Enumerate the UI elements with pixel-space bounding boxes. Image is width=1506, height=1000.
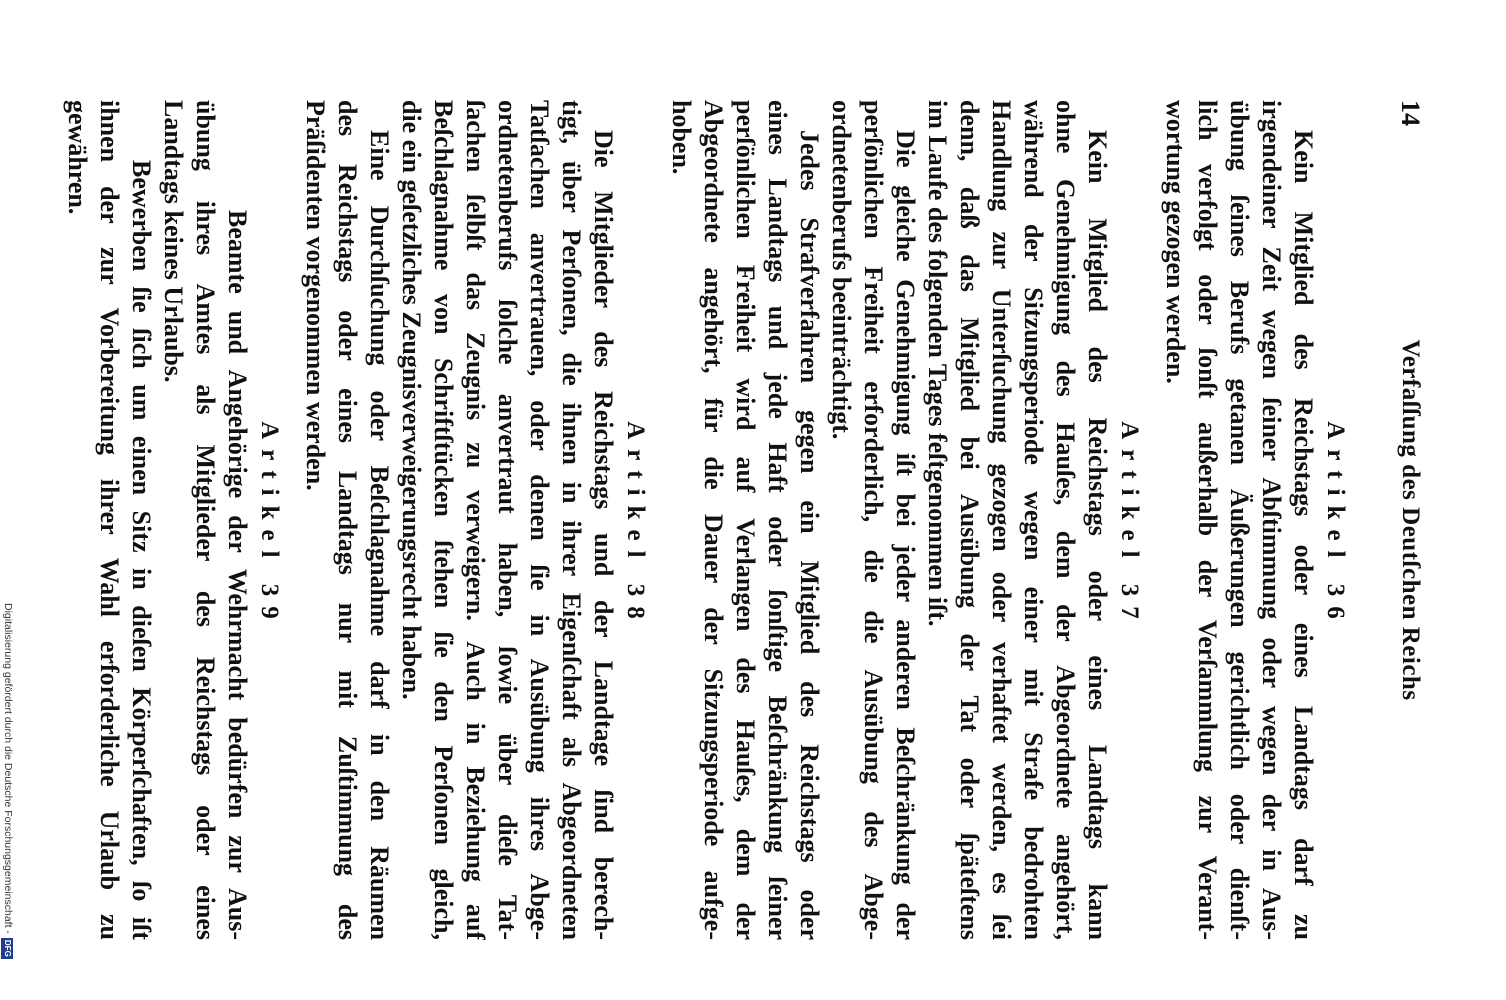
text-line: Abgeordnete angehört, für die Dauer der Sitzungsperiode aufge- (699, 100, 728, 940)
text-line: eines Landtags und jede Haft oder ſonſtige Beſchränkung ſeiner (763, 100, 792, 940)
article-37 (665, 100, 1145, 940)
text-line: perſönlichen Freiheit erforderlich, die die Ausübung des Abge- (859, 100, 888, 940)
text-line: tigt, über Perſonen, die ihnen in ihrer Eigenſchaft als Abgeordneten (557, 100, 586, 940)
paragraph (825, 100, 921, 940)
text-line: wortung gezogen werden. (1161, 100, 1190, 384)
text-line: Beamte und Angehörige der Wehrmacht bedürfen zur Aus- (223, 210, 252, 940)
text-line: ordnetenberufs ſolche anvertraut haben, ſowie über dieſe Tat- (493, 100, 522, 940)
paragraph (157, 100, 253, 940)
text-line: Handlung zur Unterſuchung gezogen oder verhaftet werden, es ſei (987, 100, 1016, 940)
text-line: Die gleiche Genehmigung iſt bei jeder anderen Beſchränkung der (891, 130, 920, 940)
paragraph (299, 100, 395, 940)
digitization-credit-text: Digitalisierung gefördert durch die Deutsche Forschungsgemeinschaft - (2, 603, 14, 934)
paragraph (61, 100, 157, 940)
article-heading: Artikel 36 (1322, 421, 1349, 629)
page-number: 14 (1396, 100, 1425, 126)
text-line: während der Sitzungsperiode wegen einer mit Strafe bedrohten (1019, 100, 1048, 940)
text-line: denn, daß das Mitglied bei Ausübung der Tat oder ſpäteſtens (955, 100, 984, 940)
text-line: irgendeiner Zeit wegen ſeiner Abſtimmung oder wegen der in Aus- (1257, 100, 1286, 940)
text-line: lich verfolgt oder ſonſt außerhalb der Verſammlung zur Verant- (1193, 100, 1222, 940)
text-line: hoben. (667, 100, 696, 175)
text-line: Tatſachen anvertrauen, oder denen ſie in Ausübung ihres Abge- (525, 100, 554, 940)
text-line: ſachen ſelbſt das Zeugnis zu verweigern. Auch in Beziehung auf (461, 100, 490, 940)
text-line: Beſchlagnahme von Schriftſtücken ſtehen ſie den Perſonen gleich, (429, 100, 458, 940)
running-head-title: Verfaſſung des Deutſchen Reichs (1397, 339, 1424, 701)
article-heading: Artikel 38 (622, 421, 649, 629)
text-line: Präſidenten vorgenommen werden. (301, 100, 330, 491)
text-line: perſönlichen Freiheit wird auf Verlangen des Hauſes, dem der (731, 100, 760, 940)
text-line: ihnen der zur Vorbereitung ihrer Wahl erforderliche Urlaub zu (95, 100, 124, 940)
article-heading: Artikel 39 (256, 421, 283, 629)
paragraph (395, 100, 619, 940)
page-content (61, 100, 1426, 940)
article-38 (299, 100, 651, 940)
text-line: des Reichstags oder eines Landtags nur mit Zuſtimmung des (333, 100, 362, 940)
text-line: Kein Mitglied des Reichstags oder eines Landtags kann (1083, 130, 1112, 940)
paragraph (921, 100, 1113, 940)
digitization-credit (1, 603, 14, 959)
text-line: gewähren. (63, 100, 92, 215)
text-line: Bewerben ſie ſich um einen Sitz in dieſen Körperſchaften, ſo iſt (127, 160, 156, 940)
text-line: übung ſeines Berufs getanen Äußerungen gerichtlich oder dienſt- (1225, 100, 1254, 940)
text-line: ohne Genehmigung des Hauſes, dem der Abgeordnete angehört, (1051, 100, 1080, 940)
text-line: Eine Durchſuchung oder Beſchlagnahme darf in den Räumen (365, 130, 394, 940)
text-line: im Laufe des folgenden Tages feſtgenommen iſt. (923, 100, 952, 627)
text-line: übung ihres Amtes als Mitglieder des Reichstags oder eines (191, 100, 220, 940)
text-line: ordnetenberufs beeinträchtigt. (827, 100, 856, 440)
article-36 (1159, 100, 1351, 940)
paragraph (1159, 100, 1319, 940)
article-39 (61, 100, 285, 940)
paragraph (665, 100, 825, 940)
text-line: Landtags keines Urlaubs. (159, 100, 188, 383)
article-heading: Artikel 37 (1116, 421, 1143, 629)
text-line: die ein geſetzliches Zeugnisverweigerungsrecht haben. (397, 100, 426, 700)
running-head (1394, 100, 1426, 940)
text-line: Jedes Strafverfahren gegen ein Mitglied des Reichstags oder (795, 130, 824, 940)
text-line: Kein Mitglied des Reichstags oder eines Landtags darf zu (1289, 130, 1318, 940)
dfg-logo: DFG (3, 939, 13, 957)
text-line: Die Mitglieder des Reichstags und der Landtage ſind berech- (589, 130, 618, 940)
